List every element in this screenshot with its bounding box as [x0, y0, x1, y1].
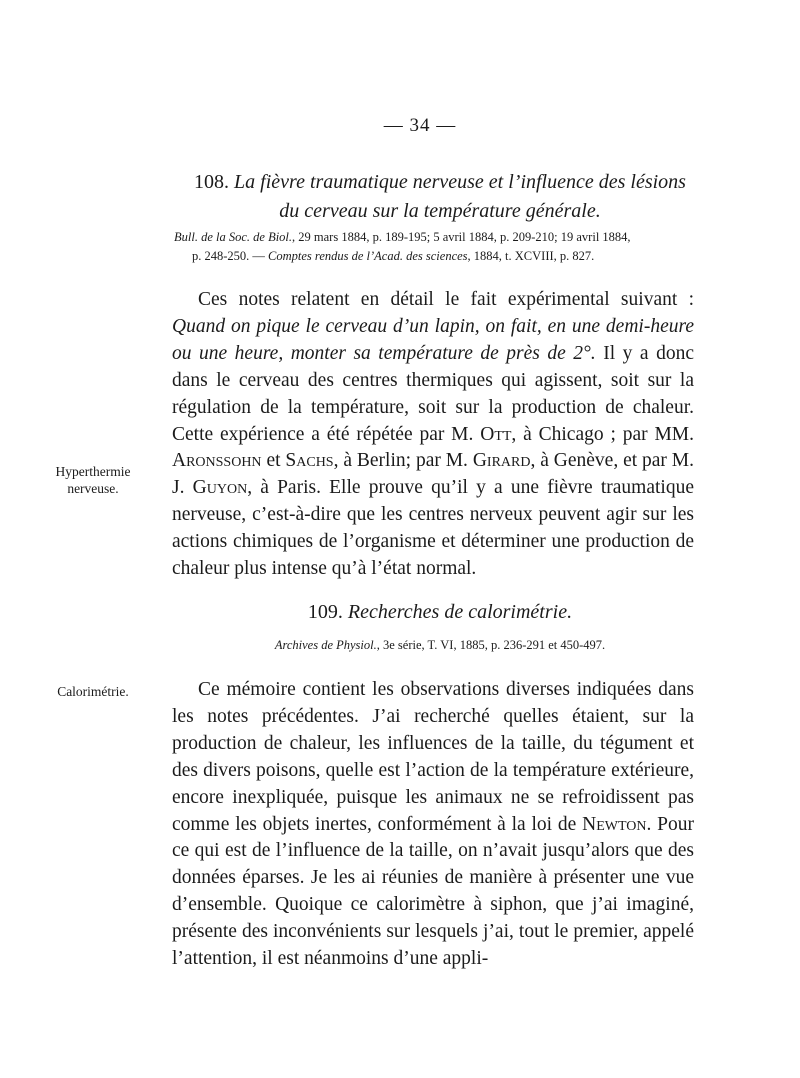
text-span: , à Genève, et par M. J. — [172, 450, 695, 499]
entry-108-reference — [174, 228, 714, 266]
margin-note-line: Hyperthermie — [55, 464, 131, 479]
text-span: , à Paris. Elle prouve qu’il y a une fièvre traumatique nerveuse, c’est-à-dire que les centres nerveux peuvent agir sur les actions chimiques de l’organisme et déterminer une production de chaleur plus intense qu’à l’état normal. — [172, 477, 694, 580]
text-span: Ce mémoire contient les observations diverses indiquées dans les notes précédentes. J’ai recherché quelles étaient, sur la production de chaleur, les influences de la taille, du tégument et des divers poisons, quelle est l’action de la température extérieure, encore inexpliquée, puisque les animaux ne se refroidissent pas comme les objets inertes, conformément à la loi de — [172, 679, 694, 835]
entry-109-paragraph — [172, 677, 694, 973]
margin-note-calorimetrie: Calorimétrie. — [57, 684, 129, 699]
entry-108-title-line2: du cerveau sur la température générale. — [279, 200, 601, 222]
text-span: , à Berlin; par M. — [333, 450, 468, 472]
ref-line2-start: p. 248-250. — — [192, 249, 265, 263]
entry-108-title — [160, 168, 720, 226]
text-span: et — [266, 450, 281, 472]
entry-109-number: 109. — [307, 601, 343, 623]
page-number: — 34 — — [383, 115, 457, 136]
entry-108-number: 108. — [194, 171, 230, 193]
margin-note-hyperthermie — [28, 463, 158, 497]
author-sachs: Sachs — [285, 450, 334, 472]
author-ott: Ott — [480, 423, 512, 445]
entry-109-title-text: Recherches de calorimétrie. — [347, 601, 573, 623]
ref-rest: , 3e série, T. VI, 1885, p. 236-291 et 450-497. — [376, 638, 606, 652]
author-aronssohn: Aronssohn — [172, 450, 262, 472]
entry-109-title — [160, 598, 720, 627]
ref-journal-archives: Archives de Physiol. — [274, 638, 377, 652]
text-span: . Pour ce qui est de l’influence de la taille, on n’avait jusqu’alors que des données éparses. Je les ai réunies de manière à présenter une vue d’ensemble. Quoique ce calorimètre à siphon, que j’ai imaginé, présente des inconvénients sur lesquels j’ai, tout le premier, appelé l’attention, il est néanmoins d’une appli- — [172, 813, 695, 970]
author-girard: Girard — [472, 450, 531, 472]
ref-comptes-rendus: Comptes rendus de l’Acad. des sciences — [268, 249, 468, 263]
ref-line1-rest: , 29 mars 1884, p. 189-195; 5 avril 1884, p. 209-210; 19 avril 1884, — [292, 230, 631, 244]
author-guyon: Guyon — [192, 477, 248, 499]
entry-109-reference — [160, 636, 720, 655]
text-span: Il y a donc dans le cerveau des centres thermiques qui agissent, soit sur la régulation de la température, soit sur la production de chaleur. Cette expérience a été répétée par M. — [172, 342, 694, 445]
ref-journal-bull: Bull. de la Soc. de Biol. — [174, 230, 293, 244]
margin-note-line: nerveuse. — [67, 481, 119, 496]
entry-108-paragraph — [172, 287, 694, 583]
text-span: , à Chicago ; par MM. — [511, 423, 694, 445]
text-span: Ces notes relatent en détail le fait expérimental suivant : — [198, 289, 694, 310]
ref-line2-end: , 1884, t. XCVIII, p. 827. — [467, 249, 595, 263]
entry-108-title-line1: La fièvre traumatique nerveuse et l’influence des lésions — [234, 171, 686, 193]
author-newton: Newton — [582, 813, 647, 835]
italic-statement: Quand on pique le cerveau d’un lapin, on fait, en une demi-heure ou une heure, monter sa température de près de 2°. — [172, 315, 694, 364]
